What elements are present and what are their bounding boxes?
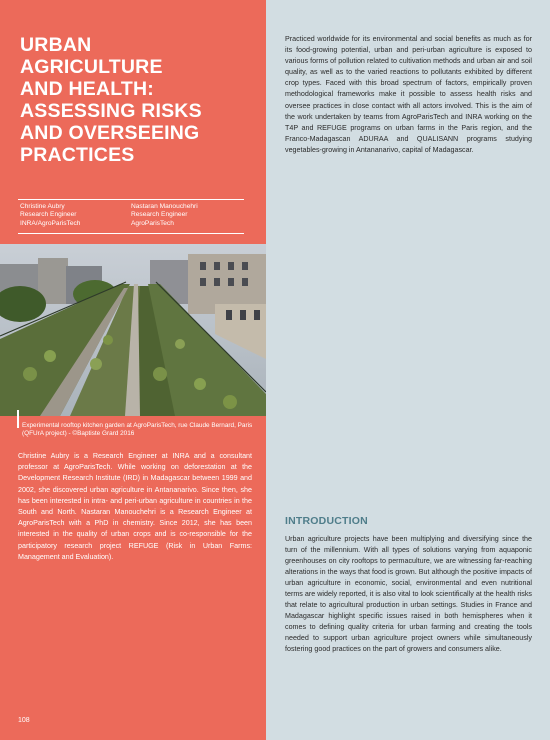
author-role: Research Engineer: [20, 211, 77, 219]
divider-rule: [18, 199, 244, 200]
title-line: URBAN: [20, 34, 92, 56]
section-heading: INTRODUCTION: [285, 515, 368, 527]
author-block: [131, 203, 198, 228]
rooftop-garden-photo: [0, 244, 266, 416]
author-name: Christine Aubry: [20, 203, 65, 210]
title-line: ASSESSING RISKS: [20, 100, 202, 122]
caption-marker: [17, 410, 19, 428]
title-line: AGRICULTURE: [20, 56, 163, 78]
author-affiliation: AgroParisTech: [131, 219, 174, 227]
title-line: AND HEALTH:: [20, 78, 154, 100]
author-bio: Christine Aubry is a Research Engineer at INRA and a consultant professor at AgroParisTech. While working on deforestation at the Development Research Institute (IRD) in Madagascar between 1999 and 2002, she discovered urban agriculture in Antananarivo. Since then, she has been interested in intra- and peri-urban agriculture in countries in the South and North. Nastaran Manouchehri is a Research Engineer at AgroParisTech with a PhD in chemistry. Since 2012, she has been interested in the quality of urban crops and is co-responsible for the participatory research project REFUGE (Risk in Urban Farms: Management and Evaluation).: [18, 452, 252, 561]
author-block: [20, 203, 80, 228]
title-line: AND OVERSEEING: [20, 122, 200, 144]
photo-caption: Experimental rooftop kitchen garden at AgroParisTech, rue Claude Bernard, Paris (QFUrA project) - ©Baptiste Grard 2016: [22, 422, 253, 438]
author-name: Nastaran Manouchehri: [131, 203, 198, 210]
intro-paragraph: Practiced worldwide for its environmental and social benefits as much as for its food-growing potential, urban and peri-urban agriculture is exposed to various forms of pollution related to cultivation methods and urban air and soil quality, as well as to the varied reactions to pollutants exhibited by different crop types. Faced with this broad spectrum of factors, empirically proven methodological frameworks make it possible to assess health risks and oversee practices in close contact with all actors involved. This is the aim of the work undertaken by teams from AgroParisTech and INRA working on the T4P and REFUGE programs on urban farms in the Paris region, and the Franco-Madagascan ADURAA and QUALISANN programs studying vegetables-growing in Antananarivo, capital of Madagascar.: [285, 35, 532, 154]
author-role: Research Engineer: [131, 211, 188, 219]
author-affiliation: INRA/AgroParisTech: [20, 219, 81, 227]
page-number: 108: [18, 717, 30, 724]
divider-rule: [18, 233, 244, 234]
article-title: [20, 34, 256, 166]
title-line: PRACTICES: [20, 144, 135, 166]
section-paragraph: Urban agriculture projects have been multiplying and diversifying since the turn of the millennium. With all types of solutions varying from aquaponic greenhouses on city rooftops to permaculture, we are witnessing far-reaching alterations in the ways that food is grown. But although the positive impacts of urban agriculture in economic, social, environmental and even nutritional terms are widely reported, it is also vital to look scientifically at the health risks that relate to agricultural production in urban settings. Studies in France and Madagascar highlight specific issues raised in both hemispheres when it comes to defining quality criteria for urban farming and creating the tools needed to support urban agriculture project owners while simultaneously fostering good practices on the part of growers and consumers alike.: [285, 535, 532, 653]
